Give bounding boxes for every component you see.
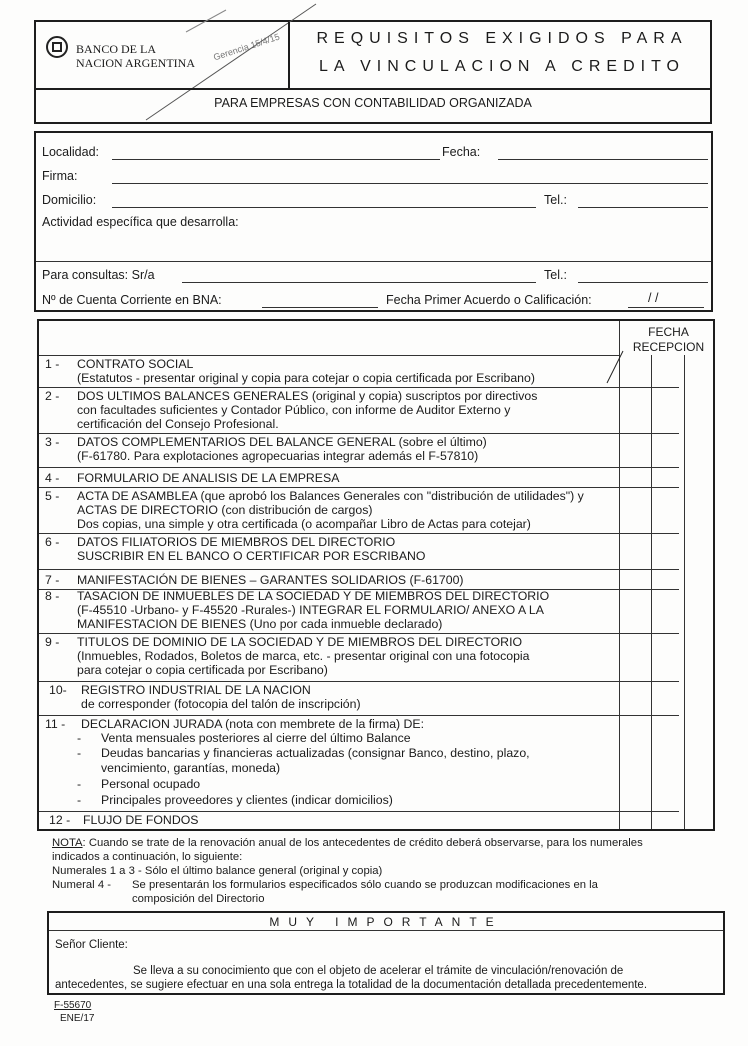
- nota-label: NOTA: [52, 837, 83, 849]
- item-title: REGISTRO INDUSTRIAL DE LA NACION: [81, 683, 311, 697]
- tel-label: Tel.:: [544, 193, 567, 207]
- important-body1: Se lleva a su conocimiento que con el objeto de acelerar el trámite de vinculación/renovación de: [133, 965, 624, 977]
- cuenta-field[interactable]: [262, 307, 378, 308]
- important-divider: [49, 930, 723, 931]
- item-number: 6 -: [45, 535, 60, 549]
- row-divider: [39, 569, 679, 570]
- form-code: F-55670: [54, 1000, 92, 1011]
- item-detail: MANIFESTACION DE BIENES (Uno por cada inmueble declarado): [77, 617, 443, 631]
- item-detail: (Inmuebles, Rodados, Boletos de marca, etc. - presentar original con una fotocopia: [77, 649, 530, 663]
- bank-name-line2: NACION ARGENTINA: [76, 56, 195, 70]
- row-divider: [39, 487, 679, 488]
- title-line1: REQUISITOS EXIGIDOS PARA: [316, 30, 688, 47]
- item-title: ACTA DE ASAMBLEA (que aprobó los Balances Generales con "distribución de utilidades") y: [77, 489, 584, 503]
- item-number: 8 -: [45, 589, 60, 603]
- item-title: TASACION DE INMUEBLES DE LA SOCIEDAD Y DE MIEMBROS DEL DIRECTORIO: [77, 589, 550, 603]
- bullet-text: Deudas bancarias y financieras actualizadas (consignar Banco, destino, plazo,: [101, 746, 530, 760]
- bullet-text: Personal ocupado: [101, 777, 201, 791]
- fecha-acuerdo-field[interactable]: [628, 307, 704, 308]
- header-box: [34, 20, 712, 124]
- item-title: FLUJO DE FONDOS: [83, 813, 199, 827]
- item-title: DATOS FILIATORIOS DE MIEMBROS DEL DIRECTORIO: [77, 535, 396, 549]
- bank-logo-icon: [46, 36, 68, 58]
- bank-name-line1: BANCO DE LA: [76, 42, 156, 56]
- bullet-dash: -: [77, 746, 82, 760]
- row-divider: [39, 433, 679, 434]
- row-divider: [39, 467, 679, 468]
- item-detail: (Estatutos - presentar original y copia para cotejar o copia certificada por Escribano): [77, 371, 535, 385]
- info-separator: [36, 261, 711, 262]
- item-number: 7 -: [45, 573, 60, 587]
- greeting: Señor Cliente:: [55, 939, 128, 951]
- numerales-1-3: Numerales 1 a 3 - Sólo el último balance general (original y copia): [52, 865, 383, 877]
- fecha-field[interactable]: [498, 159, 708, 160]
- recepcion-header: RECEPCION: [632, 340, 705, 354]
- item-detail: (F-45510 -Urbano- y F-45520 -Rurales-) INTEGRAR EL FORMULARIO/ ANEXO A LA: [77, 603, 544, 617]
- item-title: DECLARACION JURADA (nota con membrete de la firma) DE:: [81, 717, 425, 731]
- bullet-text: Venta mensuales posteriores al cierre del último Balance: [101, 731, 411, 745]
- fecha-acuerdo-label: Fecha Primer Acuerdo o Calificación:: [386, 293, 592, 307]
- bullet-dash: -: [77, 793, 82, 807]
- item-number: 11 -: [45, 717, 66, 731]
- bullet-dash: -: [77, 777, 82, 791]
- localidad-label: Localidad:: [42, 145, 99, 159]
- row-divider: [39, 533, 679, 534]
- header-divider-horizontal: [36, 88, 710, 90]
- item-number: 3 -: [45, 435, 60, 449]
- date-slashes: / /: [648, 291, 659, 305]
- bullet-text: Principales proveedores y clientes (indicar domicilios): [101, 793, 393, 807]
- fecha-header: FECHA: [648, 325, 689, 339]
- row-divider: [39, 715, 679, 716]
- nota-text: : Cuando se trate de la renovación anual de los antecedentes de crédito deberá observarse, para los numerales: [82, 837, 643, 849]
- item-title: MANIFESTACIÓN DE BIENES – GARANTES SOLIDARIOS (F-61700): [77, 573, 464, 587]
- localidad-field[interactable]: [112, 159, 440, 160]
- item-number: 5 -: [45, 489, 60, 503]
- item-detail: (F-61780. Para explotaciones agropecuarias integrar además el F-57810): [77, 449, 479, 463]
- item-detail: SUSCRIBIR EN EL BANCO O CERTIFICAR POR ESCRIBANO: [77, 549, 426, 563]
- item-title: TITULOS DE DOMINIO DE LA SOCIEDAD Y DE MIEMBROS DEL DIRECTORIO: [77, 635, 523, 649]
- bullet-dash: -: [77, 731, 82, 745]
- column-divider: [651, 355, 652, 829]
- item-title: CONTRATO SOCIAL: [77, 357, 194, 371]
- stamp-text: Gerencia 15/4/15: [212, 31, 281, 63]
- row-divider: [39, 355, 619, 356]
- item-detail: para cotejar o copia certificada por Escribano): [77, 663, 328, 677]
- item-number: 2 -: [45, 389, 60, 403]
- item-number: 1 -: [45, 357, 60, 371]
- important-body2: antecedentes, se sugiere efectuar en una sola entrega la totalidad de la documentación detallada precedentemente.: [55, 979, 648, 991]
- item-detail: de corresponder (fotocopia del talón de inscripción): [81, 697, 361, 711]
- actividad-label: Actividad específica que desarrolla:: [42, 215, 239, 229]
- row-divider: [39, 811, 679, 812]
- nota-line1: [52, 836, 720, 850]
- domicilio-label: Domicilio:: [42, 193, 97, 207]
- firma-label: Firma:: [42, 169, 78, 183]
- item-number: 9 -: [45, 635, 60, 649]
- tel-field[interactable]: [578, 207, 708, 208]
- item-detail: ACTAS DE DIRECTORIO (con distribución de cargos): [77, 503, 373, 517]
- item-detail: con facultades suficientes y Contador Público, con informe de Auditor Externo y: [77, 403, 511, 417]
- column-divider: [684, 355, 685, 829]
- item-number: 10-: [49, 683, 67, 697]
- consultas-field[interactable]: [182, 282, 536, 283]
- row-divider: [39, 387, 679, 388]
- row-divider: [39, 633, 679, 634]
- important-title: MUY IMPORTANTE: [269, 915, 503, 929]
- item-detail: Dos copias, una simple y otra certificada (o acompañar Libro de Actas para cotejar): [77, 517, 531, 531]
- tel2-label: Tel.:: [544, 268, 567, 282]
- tel2-field[interactable]: [578, 282, 708, 283]
- column-divider: [619, 321, 620, 829]
- requirements-table: [37, 319, 715, 831]
- numeral-4-label: Numeral 4 -: [52, 879, 112, 891]
- subtitle: PARA EMPRESAS CON CONTABILIDAD ORGANIZADA: [214, 96, 532, 110]
- bullet-text: vencimiento, garantías, moneda): [101, 761, 281, 775]
- item-detail: certificación del Consejo Profesional.: [77, 417, 279, 431]
- item-title: FORMULARIO DE ANALISIS DE LA EMPRESA: [77, 471, 340, 485]
- item-title: DATOS COMPLEMENTARIOS DEL BALANCE GENERAL (sobre el último): [77, 435, 487, 449]
- fecha-label: Fecha:: [442, 145, 481, 159]
- item-number: 4 -: [45, 471, 60, 485]
- item-title: DOS ULTIMOS BALANCES GENERALES (original y copia) suscriptos por directivos: [77, 389, 538, 403]
- consultas-label: Para consultas: Sr/a: [42, 268, 155, 282]
- cuenta-label: Nº de Cuenta Corriente en BNA:: [42, 293, 222, 307]
- numeral-4-text: Se presentarán los formularios especificados sólo cuando se produzcan modificaciones en la: [132, 879, 598, 891]
- title-line2: LA VINCULACION A CREDITO: [319, 58, 685, 75]
- row-divider: [39, 681, 679, 682]
- domicilio-field[interactable]: [112, 207, 536, 208]
- form-date: ENE/17: [60, 1013, 95, 1024]
- item-number: 12 -: [49, 813, 71, 827]
- nota-line2: indicados a continuación, lo siguiente:: [52, 851, 243, 863]
- applicant-info-box: [34, 131, 713, 312]
- firma-field[interactable]: [112, 183, 708, 184]
- important-box: [47, 911, 725, 995]
- numeral-4-text2: composición del Directorio: [132, 893, 265, 905]
